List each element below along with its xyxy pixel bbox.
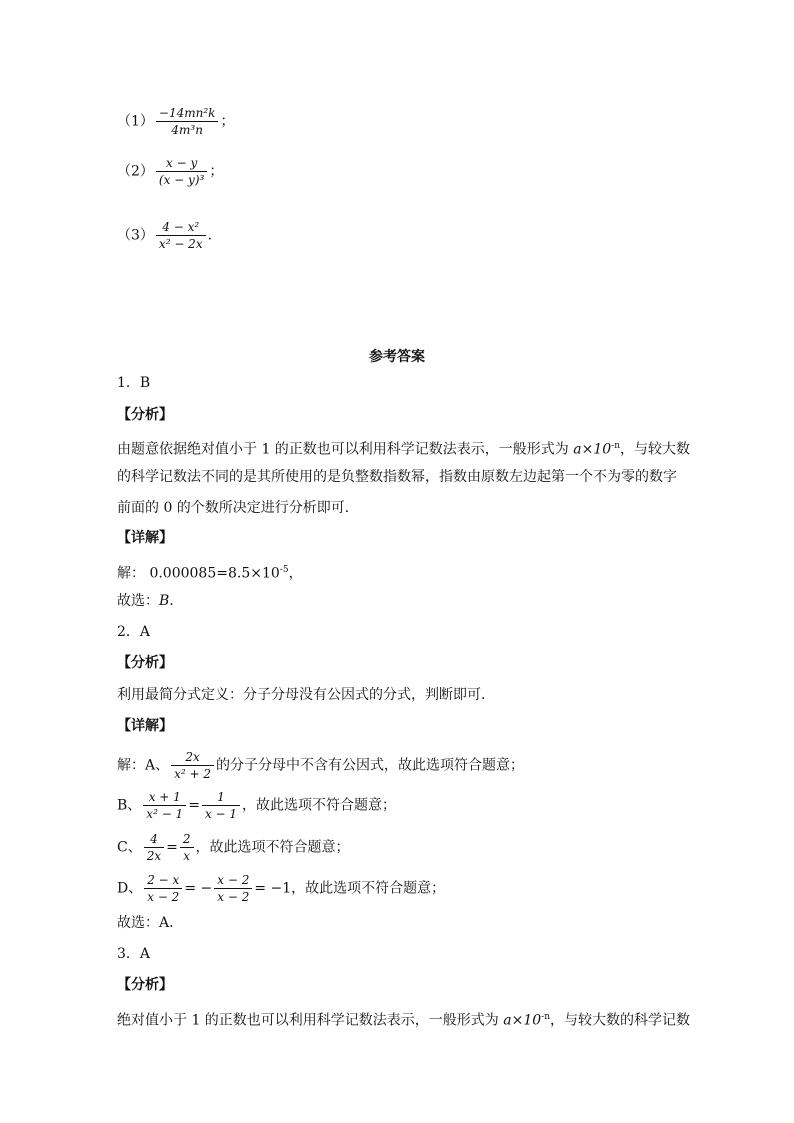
analysis-label: 【分析】 bbox=[117, 655, 173, 671]
fraction: $\frac{4}{2x}$ bbox=[144, 832, 164, 863]
option-d-line: D、 $\frac{2 - x}{x - 2}$ = − $\frac{x - 2}{x - 2}$ = −1，故此选项不符合题意； bbox=[117, 873, 446, 904]
analysis-label: 【分析】 bbox=[117, 407, 173, 423]
choice-text: 故选：A． bbox=[117, 915, 184, 931]
question-3: （3） $\frac{\text{4 − x²}}{\text{x² − 2x}}$ . bbox=[117, 220, 213, 251]
option-a-line: 解：A、 $\frac{2x}{\text{x² + 2}}$ 的分子分母中不含有公因式，故此选项符合题意； bbox=[117, 750, 525, 781]
answer-1-head: 1．B bbox=[117, 375, 151, 391]
detail-label: 【详解】 bbox=[117, 718, 173, 734]
fraction: $\frac{x + 1}{\text{x² − 1}}$ bbox=[143, 790, 186, 821]
fraction: $\frac{\text{4 − x²}}{\text{x² − 2x}}$ bbox=[156, 220, 206, 251]
fraction: $\frac{2 - x}{x - 2}$ bbox=[144, 873, 182, 904]
answers-title: 参考答案 bbox=[369, 349, 425, 365]
question-label: （3） bbox=[117, 227, 154, 244]
choice-text: 故选：B. bbox=[117, 593, 174, 609]
question-label: （1） bbox=[117, 113, 154, 130]
answer-3-head: 3．A bbox=[117, 946, 151, 962]
fraction: $\frac{x - y}{\text{(x − y)³}}$ bbox=[156, 156, 207, 187]
question-2: （2） $\frac{x - y}{\text{(x − y)³}}$ ； bbox=[117, 156, 224, 187]
analysis-text: 利用最简分式定义：分子分母没有公因式的分式，判断即可． bbox=[117, 687, 495, 703]
fraction: $\frac{2x}{\text{x² + 2}}$ bbox=[171, 750, 214, 781]
analysis-text: 由题意依据绝对值小于 1 的正数也可以利用科学记数法表示，一般形式为 $a\times 10^{-n}$，与较大数 bbox=[117, 441, 691, 458]
option-b-line: B、 $\frac{x + 1}{\text{x² − 1}}$ = $\frac{1}{x - 1}$ ，故此选项不符合题意； bbox=[117, 790, 397, 821]
detail-text: 解： $0.000085=8.5\times 10^{-5}$， bbox=[117, 565, 303, 582]
question-label: （2） bbox=[117, 163, 154, 180]
answer-2-head: 2．A bbox=[117, 624, 151, 640]
fraction: $\frac{1}{x - 1}$ bbox=[202, 790, 240, 821]
analysis-text: 前面的 0 的个数所决定进行分析即可． bbox=[117, 500, 359, 516]
analysis-label: 【分析】 bbox=[117, 977, 173, 993]
fraction: $\frac{x - 2}{x - 2}$ bbox=[214, 873, 252, 904]
fraction: $\frac{\text{−14mn²k}}{\text{4m³n}}$ bbox=[156, 106, 219, 137]
analysis-text: 的科学记数法不同的是其所使用的是负整数指数幂，指数由原数左边起第一个不为零的数字 bbox=[117, 469, 677, 485]
detail-label: 【详解】 bbox=[117, 530, 173, 546]
question-1: （1） $\frac{\text{−14mn²k}}{\text{4m³n}}$ ； bbox=[117, 106, 235, 137]
analysis-text: 绝对值小于 1 的正数也可以利用科学记数法表示，一般形式为 $a\times 10^{-n}$，与较大数的科学记数 bbox=[117, 1012, 691, 1029]
fraction: $\frac{2}{x}$ bbox=[180, 832, 194, 863]
option-c-line: C、 $\frac{4}{2x}$ = $\frac{2}{x}$ ，故此选项不符合题意； bbox=[117, 832, 350, 863]
